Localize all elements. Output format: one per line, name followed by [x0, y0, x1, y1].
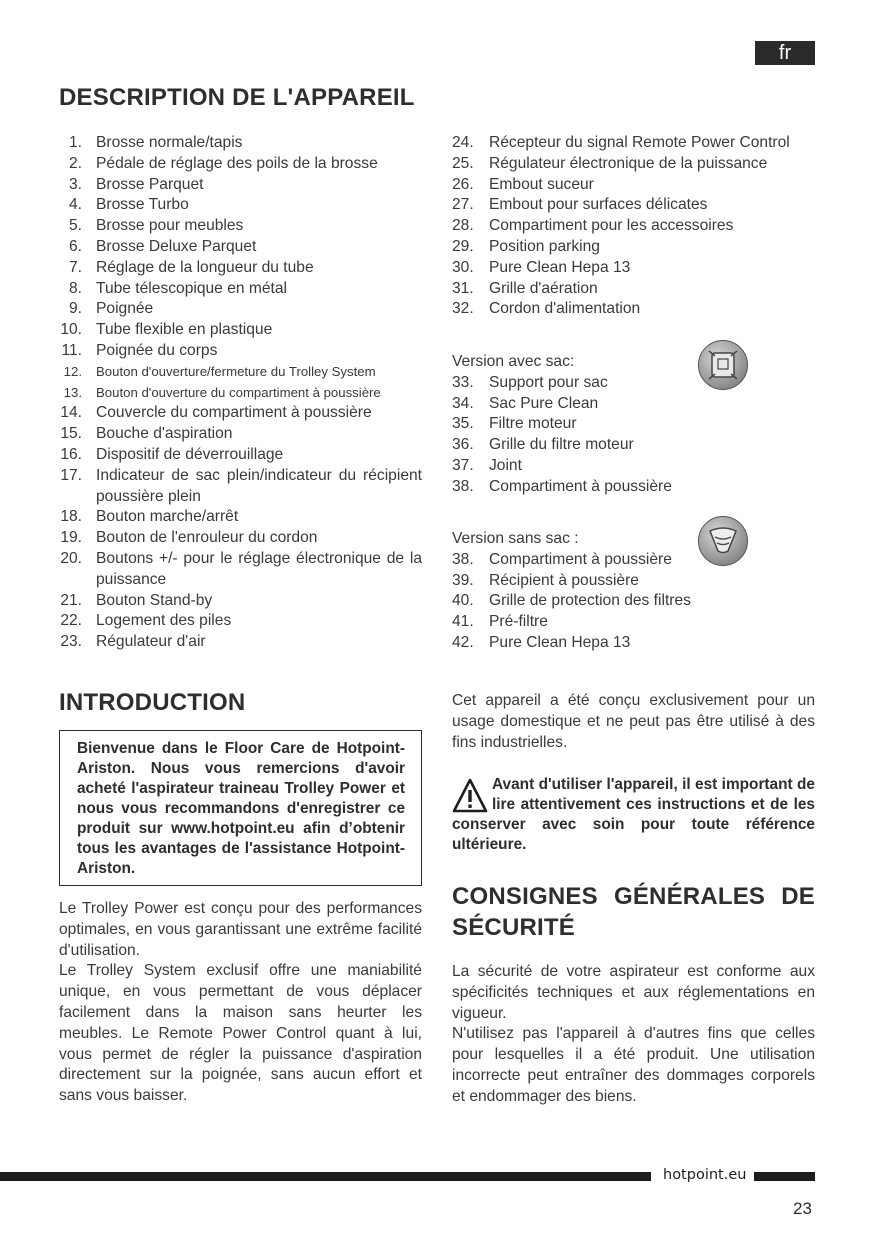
- item-text: Joint: [489, 456, 522, 474]
- bag-version-icon: [698, 340, 748, 390]
- item-number: 32.: [452, 300, 474, 318]
- list-item: [452, 237, 815, 258]
- safety-paragraph-1: La sécurité de votre aspirateur est conforme aux spécificités techniques et aux réglementations en vigueur.: [452, 963, 815, 1022]
- warning-note: [452, 775, 815, 855]
- list-item: [452, 435, 815, 456]
- item-text: Boutons +/- pour le réglage électronique de la puissance: [96, 549, 422, 588]
- item-text: Réglage de la longueur du tube: [96, 258, 314, 276]
- item-text: Embout suceur: [489, 175, 594, 193]
- item-text: Grille de protection des filtres: [489, 592, 691, 610]
- item-number: 2.: [68, 154, 82, 172]
- item-number: 23.: [60, 633, 82, 651]
- parts-list-left: [59, 133, 422, 653]
- item-number: 20.: [60, 549, 82, 567]
- item-number: 35.: [452, 415, 474, 433]
- list-item: [59, 279, 422, 300]
- list-item: [452, 571, 815, 592]
- list-item: [452, 477, 815, 498]
- item-text: Logement des piles: [96, 612, 232, 630]
- item-text: Support pour sac: [489, 373, 608, 391]
- list-item: [452, 373, 815, 394]
- item-number: 39.: [452, 571, 474, 589]
- item-number: 30.: [452, 258, 474, 276]
- item-number: 33.: [452, 373, 474, 391]
- item-text: Embout pour surfaces délicates: [489, 196, 708, 214]
- item-number: 10.: [60, 321, 82, 339]
- list-item: [452, 633, 815, 654]
- item-number: 4.: [68, 196, 82, 214]
- item-number: 26.: [452, 175, 474, 193]
- footer-website: hotpoint.eu: [663, 1167, 747, 1183]
- safety-text: [452, 962, 815, 1108]
- item-text: Brosse Parquet: [96, 175, 204, 193]
- item-number: 40.: [452, 592, 474, 610]
- safety-title: CONSIGNES GÉNÉRALES DE SÉCURITÉ: [452, 883, 815, 941]
- item-text: Position parking: [489, 237, 600, 255]
- safety-paragraph-2: N'utilisez pas l'appareil à d'autres fins que celles pour lesquelles il a été produit. Une utilisation incorrecte peut entraîner des dommages corporels et endommager des biens.: [452, 1025, 815, 1105]
- item-number: 29.: [452, 237, 474, 255]
- list-item: [452, 195, 815, 216]
- list-item: [59, 424, 422, 445]
- list-item: [59, 237, 422, 258]
- item-text: Régulateur électronique de la puissance: [489, 154, 768, 172]
- item-number: 34.: [452, 394, 474, 412]
- list-item: [452, 279, 815, 300]
- list-item: [59, 216, 422, 237]
- item-number: 8.: [68, 279, 82, 297]
- language-tab: fr: [755, 41, 815, 65]
- list-item: [59, 591, 422, 612]
- item-text: Bouton marche/arrêt: [96, 508, 239, 526]
- version-bag-label: Version avec sac:: [452, 353, 575, 370]
- item-number: 27.: [452, 196, 474, 214]
- item-number: 13.: [63, 384, 82, 400]
- item-text: Cordon d'alimentation: [489, 300, 641, 318]
- item-number: 18.: [60, 508, 82, 526]
- item-number: 9.: [68, 300, 82, 318]
- item-number: 3.: [68, 175, 82, 193]
- item-text: Compartiment pour les accessoires: [489, 217, 734, 235]
- item-text: Filtre moteur: [489, 415, 577, 433]
- list-item: [59, 611, 422, 632]
- item-text: Dispositif de déverrouillage: [96, 445, 284, 463]
- item-text: Régulateur d'air: [96, 633, 206, 651]
- list-item: [59, 403, 422, 424]
- version-bagless-label: Version sans sac :: [452, 530, 579, 547]
- item-number: 38.: [452, 550, 474, 568]
- list-item: [59, 258, 422, 279]
- item-number: 1.: [68, 134, 82, 151]
- parts-list-right: [452, 133, 815, 320]
- warning-text: Avant d'utiliser l'appareil, il est important de lire attentivement ces instructions et de les conserver avec soin pour toute référence ultérieure.: [452, 776, 815, 853]
- item-text: Pure Clean Hepa 13: [489, 633, 631, 651]
- item-number: 21.: [60, 591, 82, 609]
- list-item: [452, 216, 815, 237]
- item-text: Pré-filtre: [489, 613, 548, 631]
- item-text: Brosse Deluxe Parquet: [96, 237, 257, 255]
- list-item: [452, 591, 815, 612]
- list-item: [59, 341, 422, 362]
- list-item: [59, 320, 422, 341]
- item-text: Bouton Stand-by: [96, 591, 213, 609]
- item-text: Bouton d'ouverture/fermeture du Trolley System: [96, 363, 376, 379]
- list-item: [59, 362, 422, 383]
- item-number: 5.: [68, 217, 82, 235]
- item-text: Compartiment à poussière: [489, 550, 672, 568]
- item-number: 25.: [452, 154, 474, 172]
- list-item: [59, 632, 422, 653]
- item-text: Bouche d'aspiration: [96, 425, 233, 443]
- intro-paragraph-2: Le Trolley System exclusif offre une maniabilité unique, en vous permettant de vous déplacer facilement dans la maison sans heurter les meubles. Le Remote Power Control quant à lui, vous permet de régler la puissance d'aspiration directement sur la poignée, sans aucun effort et sans vous baisser.: [59, 962, 422, 1105]
- list-item: [59, 507, 422, 528]
- item-text: Grille d'aération: [489, 279, 598, 297]
- item-text: Brosse pour meubles: [96, 217, 244, 235]
- warning-icon: [452, 777, 488, 815]
- welcome-box: Bienvenue dans le Floor Care de Hotpoint-Ariston. Nous vous remercions d'avoir acheté l'aspirateur traineau Trolley Power et nous vous recommandons d'enregistrer ce produit sur www.hotpoint.eu afin d’obtenir tous les avantages de l'assistance Hotpoint-Ariston.: [59, 730, 422, 886]
- item-number: 17.: [60, 466, 82, 484]
- version-bagless-section: [452, 529, 815, 654]
- item-number: 7.: [68, 258, 82, 276]
- list-item: [452, 456, 815, 477]
- item-text: Pure Clean Hepa 13: [489, 258, 631, 276]
- item-number: 31.: [452, 279, 474, 297]
- intro-paragraph-1: Le Trolley Power est conçu pour des performances optimales, en vous garantissant une extrême facilité d'utilisation.: [59, 900, 422, 959]
- list-item: [59, 466, 422, 508]
- domestic-use-text: [452, 691, 815, 753]
- item-number: 36.: [452, 436, 474, 454]
- list-item: [452, 133, 815, 154]
- bagless-version-icon: [698, 516, 748, 566]
- list-item: [452, 394, 815, 415]
- item-number: 6.: [68, 237, 82, 255]
- list-item: [59, 133, 422, 154]
- intro-text: [59, 899, 422, 1107]
- item-text: Poignée du corps: [96, 341, 218, 359]
- item-text: Couvercle du compartiment à poussière: [96, 404, 372, 422]
- item-number: 28.: [452, 217, 474, 235]
- version-bag-section: [452, 352, 815, 498]
- item-text: Récipient à poussière: [489, 571, 639, 589]
- list-item: [59, 154, 422, 175]
- item-text: Pédale de réglage des poils de la brosse: [96, 154, 378, 172]
- list-item: [59, 383, 422, 404]
- item-number: 11.: [61, 341, 82, 359]
- item-text: Sac Pure Clean: [489, 394, 599, 412]
- domestic-use-paragraph: Cet appareil a été conçu exclusivement pour un usage domestique et ne peut pas être utilisé à des fins industrielles.: [452, 692, 815, 751]
- item-text: Tube télescopique en métal: [96, 279, 288, 297]
- list-item: [452, 154, 815, 175]
- list-item: [452, 258, 815, 279]
- list-item: [452, 550, 815, 571]
- item-text: Brosse Turbo: [96, 196, 189, 214]
- list-item: [452, 175, 815, 196]
- item-number: 12.: [63, 363, 82, 379]
- footer-rule-right: [754, 1172, 815, 1181]
- item-text: Poignée: [96, 300, 154, 318]
- introduction-title: INTRODUCTION: [59, 689, 246, 716]
- item-text: Bouton d'ouverture du compartiment à poussière: [96, 384, 381, 400]
- item-text: Tube flexible en plastique: [96, 321, 273, 339]
- item-text: Compartiment à poussière: [489, 477, 672, 495]
- item-number: 42.: [452, 633, 474, 651]
- list-item: [452, 299, 815, 320]
- item-number: 37.: [452, 456, 474, 474]
- list-item: [59, 528, 422, 549]
- item-text: Bouton de l'enrouleur du cordon: [96, 529, 318, 547]
- item-text: Brosse normale/tapis: [96, 134, 243, 151]
- item-text: Grille du filtre moteur: [489, 436, 634, 454]
- item-text: Récepteur du signal Remote Power Control: [489, 134, 790, 151]
- item-text: Indicateur de sac plein/indicateur du récipient poussière plein: [96, 466, 422, 505]
- item-number: 15.: [60, 425, 82, 443]
- list-item: [452, 612, 815, 633]
- footer-rule-left: [0, 1172, 651, 1181]
- list-item: [59, 299, 422, 320]
- list-item: [59, 549, 422, 591]
- page-number: 23: [793, 1199, 812, 1218]
- item-number: 38.: [452, 477, 474, 495]
- list-item: [59, 175, 422, 196]
- item-number: 41.: [452, 613, 474, 631]
- item-number: 19.: [60, 529, 82, 547]
- item-number: 14.: [60, 404, 82, 422]
- item-number: 16.: [60, 445, 82, 463]
- item-number: 22.: [60, 612, 82, 630]
- item-number: 24.: [452, 134, 474, 151]
- list-item: [452, 414, 815, 435]
- list-item: [59, 445, 422, 466]
- description-title: DESCRIPTION DE L'APPAREIL: [59, 84, 415, 111]
- list-item: [59, 195, 422, 216]
